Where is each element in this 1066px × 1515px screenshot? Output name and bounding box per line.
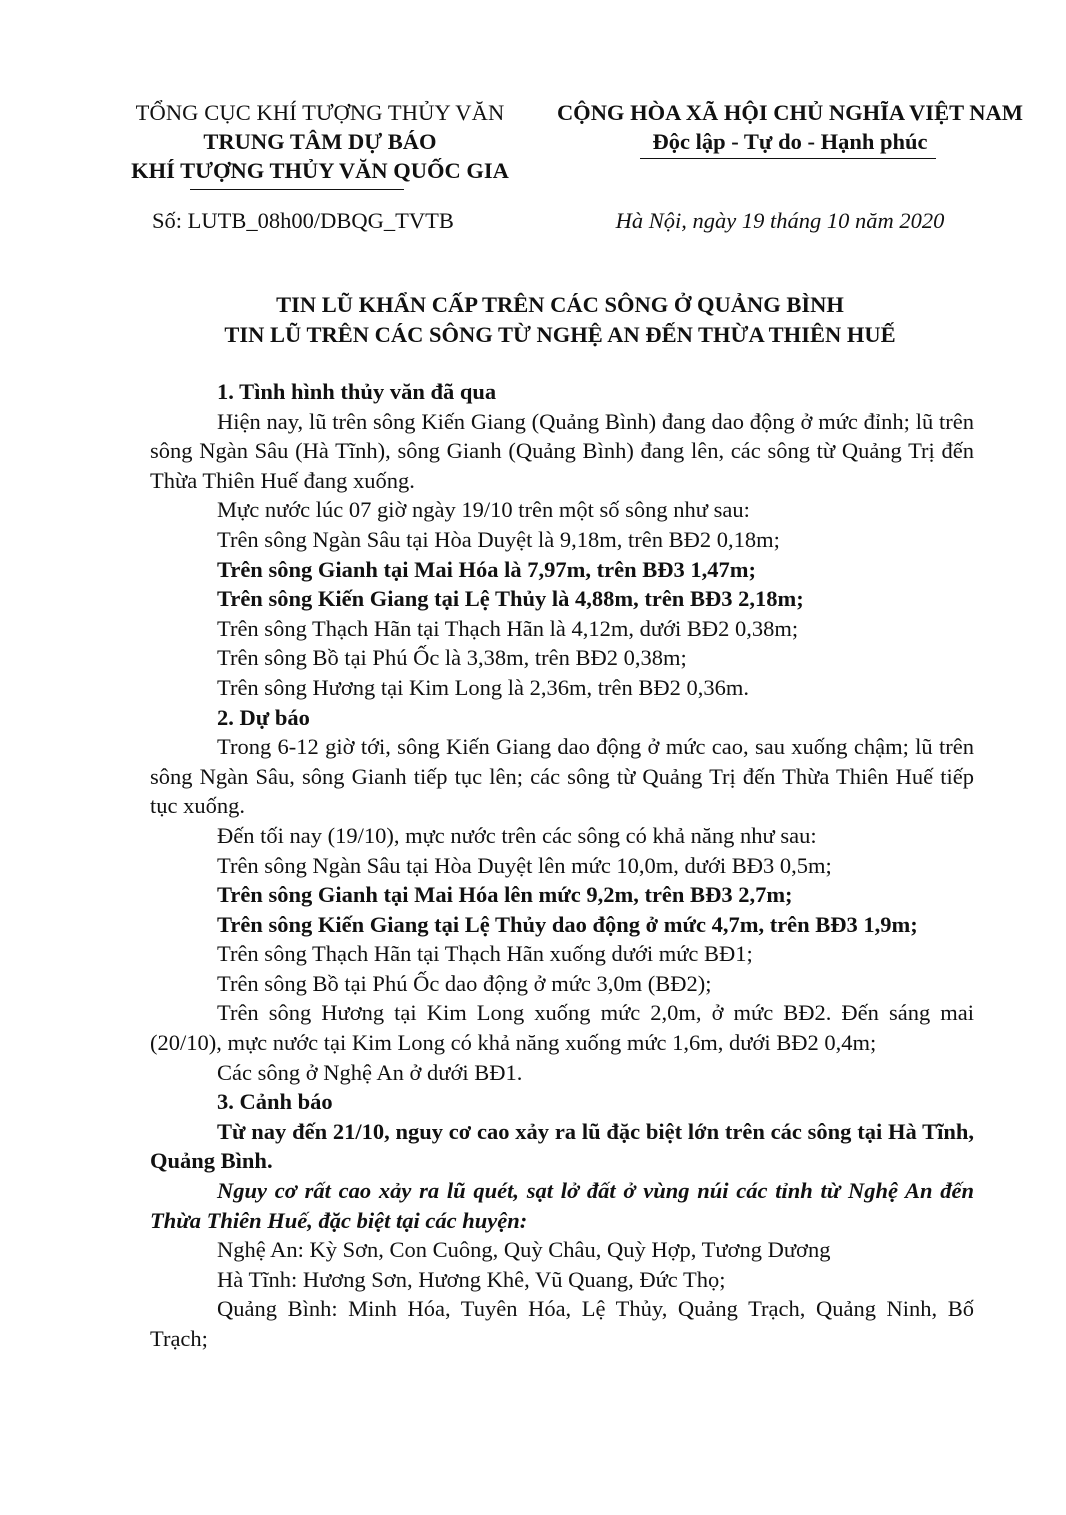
section1-line6: Trên sông Hương tại Kim Long là 2,36m, trên BĐ2 0,36m.	[217, 674, 749, 700]
document-body	[150, 377, 974, 1354]
section3-ha-tinh: Hà Tĩnh: Hương Sơn, Hương Khê, Vũ Quang, Đức Thọ;	[217, 1266, 726, 1292]
section1-line3: Trên sông Kiến Giang tại Lệ Thủy là 4,88m, trên BĐ3 2,18m;	[217, 586, 804, 612]
section1-intro: Hiện nay, lũ trên sông Kiến Giang (Quảng Bình) đang dao động ở mức đỉnh; lũ trên sông Ngàn Sâu (Hà Tĩnh), sông Gianh (Quảng Bình) đang lên, các sông từ Quảng Trị đến Thừa Thiên Huế đang xuống.	[150, 408, 974, 493]
title-line2: TIN LŨ TRÊN CÁC SÔNG TỪ NGHỆ AN ĐẾN THỪA THIÊN HUẾ	[224, 322, 896, 347]
section2-line3: Trên sông Kiến Giang tại Lệ Thủy dao động ở mức 4,7m, trên BĐ3 1,9m;	[217, 911, 918, 937]
section3-nghe-an: Nghệ An: Kỳ Sơn, Con Cuông, Quỳ Châu, Quỳ Hợp, Tương Dương	[217, 1237, 831, 1263]
document-title	[130, 290, 990, 350]
document-number: Số: LUTB_08h00/DBQG_TVTB	[152, 208, 454, 233]
section3-quang-binh: Quảng Bình: Minh Hóa, Tuyên Hóa, Lệ Thủy, Quảng Trạch, Quảng Ninh, Bố Trạch;	[150, 1296, 974, 1351]
national-header-block	[530, 98, 1050, 156]
section1-heading: 1. Tình hình thủy văn đã qua	[217, 379, 497, 404]
section3-heading: 3. Cảnh báo	[217, 1089, 333, 1115]
section2-line4: Trên sông Thạch Hãn tại Thạch Hãn xuống dưới mức BĐ1;	[217, 941, 753, 967]
title-line1: TIN LŨ KHẨN CẤP TRÊN CÁC SÔNG Ở QUẢNG BÌNH	[276, 292, 844, 317]
section2-line7: Các sông ở Nghệ An ở dưới BĐ1.	[217, 1059, 523, 1085]
section3-flash-flood: Nguy cơ rất cao xảy ra lũ quét, sạt lở đất ở vùng núi các tỉnh từ Nghệ An đến Thừa Thiên Huế, đặc biệt tại các huyện:	[150, 1178, 974, 1233]
motto-underline	[640, 158, 936, 159]
section1-line5: Trên sông Bồ tại Phú Ốc là 3,38m, trên BĐ2 0,38m;	[217, 645, 687, 671]
issue-date: Hà Nội, ngày 19 tháng 10 năm 2020	[615, 208, 945, 233]
agency-name: TỔNG CỤC KHÍ TƯỢNG THỦY VĂN	[135, 100, 505, 125]
motto: Độc lập - Tự do - Hạnh phúc	[652, 129, 928, 154]
section2-heading: 2. Dự báo	[217, 704, 310, 730]
center-name-line1: TRUNG TÂM DỰ BÁO	[203, 129, 437, 154]
section1-line2: Trên sông Gianh tại Mai Hóa là 7,97m, trên BĐ3 1,47m;	[217, 556, 756, 582]
section2-intro: Trong 6-12 giờ tới, sông Kiến Giang dao động ở mức cao, sau xuống chậm; lũ trên sông Ngàn Sâu, sông Gianh tiếp tục lên; các sông từ Quảng Trị đến Thừa Thiên Huế tiếp tục xuống.	[150, 734, 974, 819]
section2-line6: Trên sông Hương tại Kim Long xuống mức 2,0m, ở mức BĐ2. Đến sáng mai (20/10), mực nước tại Kim Long có khả năng xuống mức 1,6m, dưới BĐ2 0,4m;	[150, 1000, 974, 1056]
agency-underline	[190, 189, 404, 190]
section2-line2: Trên sông Gianh tại Mai Hóa lên mức 9,2m, trên BĐ3 2,7m;	[217, 882, 793, 908]
section1-line4: Trên sông Thạch Hãn tại Thạch Hãn là 4,12m, dưới BĐ2 0,38m;	[217, 615, 799, 641]
section1-levels-intro: Mực nước lúc 07 giờ ngày 19/10 trên một số sông như sau:	[217, 497, 750, 523]
section2-line5: Trên sông Bồ tại Phú Ốc dao động ở mức 3,0m (BĐ2);	[217, 970, 712, 996]
center-name-line2: KHÍ TƯỢNG THỦY VĂN QUỐC GIA	[131, 158, 509, 183]
section2-line1: Trên sông Ngàn Sâu tại Hòa Duyệt lên mức 10,0m, dưới BĐ3 0,5m;	[217, 852, 832, 878]
section2-levels-intro: Đến tối nay (19/10), mực nước trên các sông có khả năng như sau:	[217, 822, 817, 848]
section3-warning: Từ nay đến 21/10, nguy cơ cao xảy ra lũ đặc biệt lớn trên các sông tại Hà Tĩnh, Quảng Bình.	[150, 1118, 974, 1174]
country-name: CỘNG HÒA XÃ HỘI CHỦ NGHĨA VIỆT NAM	[556, 100, 1024, 125]
section1-line1: Trên sông Ngàn Sâu tại Hòa Duyệt là 9,18m, trên BĐ2 0,18m;	[217, 526, 780, 552]
issuing-agency-block	[100, 98, 540, 185]
